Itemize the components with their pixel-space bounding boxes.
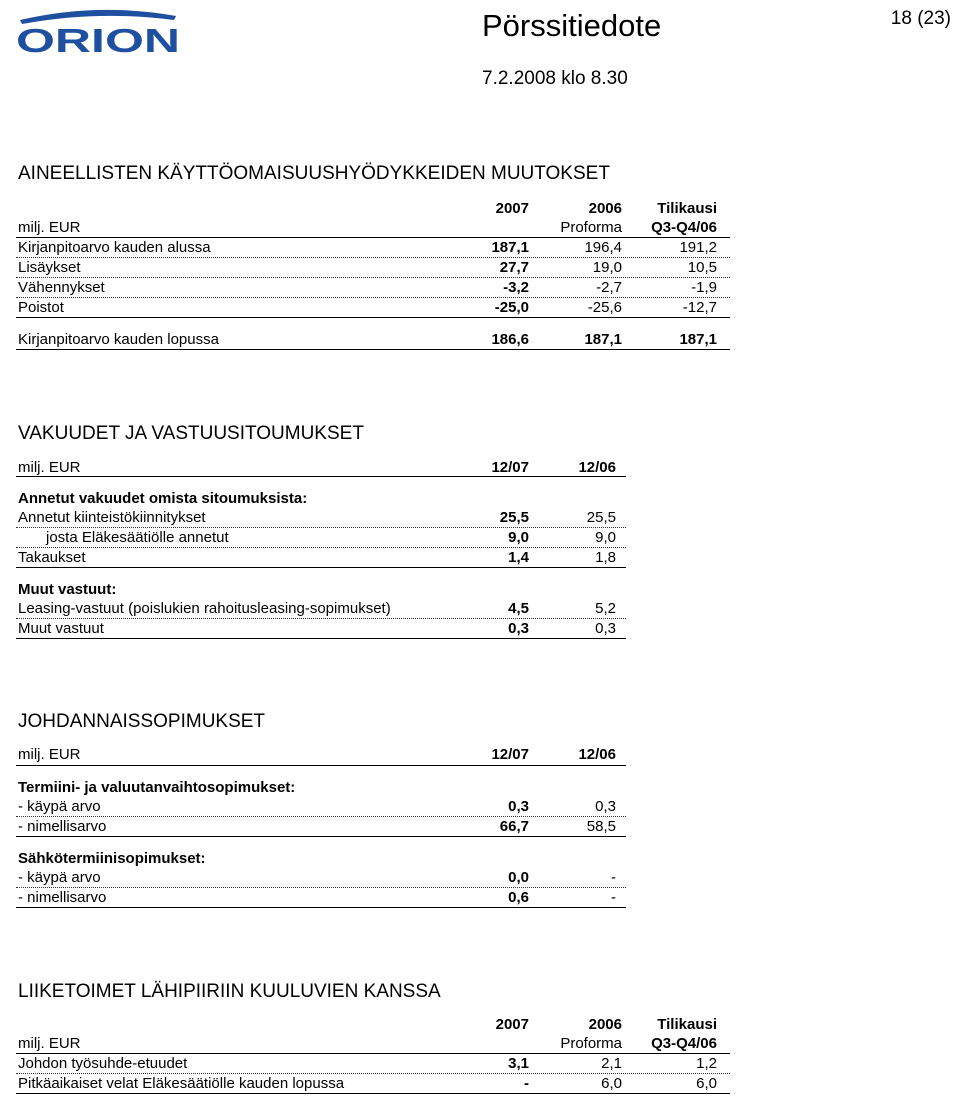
col-header-tilikausi: Tilikausi (657, 200, 717, 217)
col-header-2007: 2007 (495, 200, 529, 217)
section-title: AINEELLISTEN KÄYTTÖOMAISUUSHYÖDYKKEIDEN MUUTOKSET (18, 163, 610, 184)
col-subheader-proforma: Proforma (560, 1035, 622, 1052)
group-title: Termiini- ja valuutanvaihtosopimukset: (18, 779, 296, 796)
group-title: Sähkötermiinisopimukset: (18, 850, 206, 867)
orion-logo (14, 6, 182, 56)
unit-label: milj. EUR (18, 1035, 81, 1052)
col-header-12-06: 12/06 (578, 746, 616, 763)
col-subheader-proforma: Proforma (560, 219, 622, 236)
col-header-12-07: 12/07 (491, 459, 529, 476)
col-header-2007: 2007 (495, 1016, 529, 1033)
group-title: Annetut vakuudet omista sitoumuksista: (18, 490, 308, 507)
section-title: LIIKETOIMET LÄHIPIIRIIN KUULUVIEN KANSSA (18, 981, 441, 1002)
unit-label: milj. EUR (18, 459, 81, 476)
document-type: Pörssitiedote (482, 8, 662, 43)
col-header-2006: 2006 (588, 1016, 622, 1033)
col-header-tilikausi: Tilikausi (657, 1016, 717, 1033)
logo-text: ORION (16, 22, 180, 56)
col-header-2006: 2006 (588, 200, 622, 217)
col-subheader-period: Q3-Q4/06 (651, 219, 717, 236)
col-header-12-06: 12/06 (578, 459, 616, 476)
group-title: Muut vastuut: (18, 581, 117, 598)
release-date: 7.2.2008 klo 8.30 (482, 68, 628, 89)
unit-label: milj. EUR (18, 746, 81, 763)
col-header-12-07: 12/07 (491, 746, 529, 763)
col-subheader-period: Q3-Q4/06 (651, 1035, 717, 1052)
unit-label: milj. EUR (18, 219, 81, 236)
page-number: 18 (23) (890, 8, 951, 29)
section-title: JOHDANNAISSOPIMUKSET (18, 711, 266, 732)
section-title: VAKUUDET JA VASTUUSITOUMUKSET (18, 423, 364, 444)
